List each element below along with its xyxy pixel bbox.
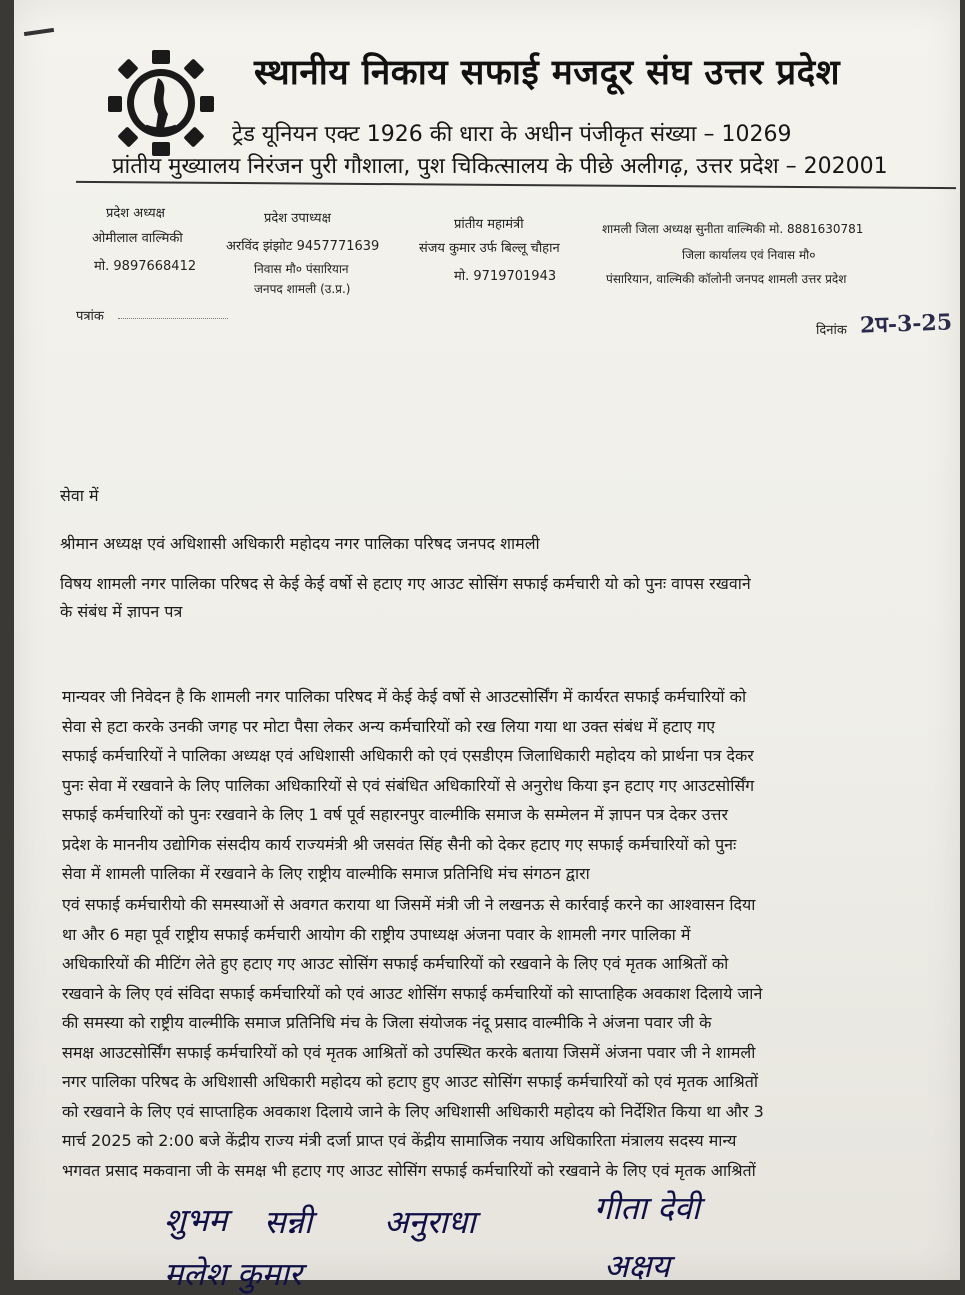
subject-line-1: विषय शामली नगर पालिका परिषद से केई केई वर्षो से हटाए गए आउट सोसिंग सफाई कर्मचारी यो को पुनः वापस रखवाने [60, 574, 751, 593]
registration-line: ट्रेड यूनियन एक्ट 1926 की धारा के अधीन पंजीकृत संख्या – 10269 [232, 122, 792, 147]
official-1-name: ओमीलाल वाल्मिकी [92, 231, 183, 246]
official-3-phone: मो. 9719701943 [454, 269, 557, 284]
paragraph-line: सफाई कर्मचारियों को पुनः रखवाने के लिए 1 वर्ष पूर्व सहारनपुर वाल्मीकि समाज के सम्मेलन में ज्ञापन पत्र देकर उत्तर [62, 805, 729, 824]
signature-sunny: सन्नी [264, 1203, 313, 1241]
paragraph-line: नगर पालिका परिषद के अधिशासी अधिकारी महोदय को हटाए हुए आउट सोसिंग सफाई कर्मचारियों को एवं मृतक आश्रितों [62, 1072, 758, 1091]
official-4-role: शामली जिला अध्यक्ष सुनीता वाल्मिकी मो. 8881630781 [602, 222, 864, 236]
paragraph-line: अधिकारियों की मीटिंग लेते हुए हटाए गए आउट सोसिंग सफाई कर्मचारियों को रखवाने के लिए एवं मृतक आश्रितों को [62, 954, 729, 973]
date-label: दिनांक [816, 323, 847, 338]
margin-mark [24, 28, 54, 36]
paragraph-line: सेवा से हटा करके उनकी जगह पर मोटा पैसा लेकर अन्य कर्मचारियों को रख लिया गया था उक्त संबंध में हटाए गए [62, 716, 716, 736]
signature-anuradha: अनुराधा [384, 1203, 476, 1241]
paragraph-line: एवं सफाई कर्मचारीयो की समस्याओं से अवगत कराया था जिसमें मंत्री जी ने लखनऊ से कार्रवाई करने का आश्वासन दिया [62, 895, 756, 914]
letter-page [14, 0, 960, 1293]
paragraph-2 [62, 890, 942, 1185]
official-3-name: संजय कुमार उर्फ बिल्लू चौहान [419, 241, 560, 256]
subject-line-2: के संबंध में ज्ञापन पत्र [60, 602, 183, 621]
union-title: स्थानीय निकाय सफाई मजदूर संघ उत्तर प्रदेश [254, 53, 841, 93]
patrank-line [118, 318, 228, 319]
paragraph-line: सफाई कर्मचारियों ने पालिका अध्यक्ष एवं अधिशासी अधिकारी को एवं एसडीएम जिलाधिकारी महोदय को प्रार्थना पत्र देकर [62, 746, 754, 765]
addressee: श्रीमान अध्यक्ष एवं अधिशासी अधिकारी महोदय नगर पालिका परिषद जनपद शामली [60, 534, 540, 553]
signature-akshay: अक्षय [604, 1247, 670, 1285]
paragraph-line: मान्यवर जी निवेदन है कि शामली नगर पालिका परिषद में केई केई वर्षो से आउटसोर्सिंग में कार्यरत सफाई कर्मचारियों को [62, 687, 747, 706]
paragraph-line: था और 6 महा पूर्व राष्ट्रीय सफाई कर्मचारी आयोग की राष्ट्रीय उपाध्यक्ष अंजना पवार के शामली नगर पालिका में [62, 924, 691, 944]
paragraph-line: की समस्या को राष्ट्रीय वाल्मीकि समाज प्रतिनिधि मंच के जिला संयोजक नंदू प्रसाद वाल्मीकि ने अंजना पवार जी के [62, 1013, 712, 1032]
paragraph-line: को रखवाने के लिए एवं साप्ताहिक अवकाश दिलाये जाने के लिए अधिशासी अधिकारी महोदय को निर्देशित किया था और 3 [62, 1101, 764, 1121]
paragraph-line: मार्च 2025 को 2:00 बजे केंद्रीय राज्य मंत्री दर्जा प्राप्त एवं केंद्रीय सामाजिक नयाय अधिकारिता मंत्रालय सदस्य मान्य [62, 1131, 737, 1150]
headquarters-address: प्रांतीय मुख्यालय निरंजन पुरी गौशाला, पुश चिकित्सालय के पीछे अलीगढ़, उत्तर प्रदेश – 202001 [112, 154, 888, 179]
signature-malesh: मलेश कुमार [164, 1255, 302, 1293]
paragraph-line: समक्ष आउटसोर्सिंग सफाई कर्मचारियों को एवं मृतक आश्रितों को उपस्थित करके बताया जिसमें अंजना पवार जी ने शामली [62, 1042, 756, 1062]
paragraph-line: सेवा में शामली पालिका में रखवाने के लिए राष्ट्रीय वाल्मीकि समाज प्रतिनिधि मंच संगठन द्वारा [62, 864, 590, 883]
signature-geeta-devi: गीता देवी [594, 1189, 701, 1227]
patrank-label: पत्रांक [76, 309, 104, 324]
official-3-role: प्रांतीय महामंत्री [454, 217, 524, 232]
signature-shubham: शुभम [164, 1201, 228, 1239]
official-1-role: प्रदेश अध्यक्ष [106, 206, 165, 221]
official-2-residence: निवास मौ० पंसारियान [254, 262, 349, 276]
date-value: 2प-3-25 [859, 309, 953, 339]
official-1-phone: मो. 9897668412 [94, 259, 197, 274]
salutation: सेवा में [60, 486, 99, 505]
official-4-office: जिला कार्यालय एवं निवास मौ० [682, 248, 816, 262]
official-2-role: प्रदेश उपाध्यक्ष [264, 211, 331, 226]
paragraph-line: भगवत प्रसाद मकवाना जी के समक्ष भी हटाए गए आउट सोसिंग सफाई कर्मचारियों को रखवाने के लिए एवं मृतक आश्रितों [62, 1160, 756, 1180]
official-2-name: अरविंद झंझोट 9457771639 [226, 239, 380, 254]
union-emblem-icon [106, 48, 216, 158]
paragraph-line: पुनः सेवा में रखवाने के लिए पालिका अधिकारियों से एवं संबंधित अधिकारियों से अनुरोध किया इन हटाए गए आउटसोर्सिंग [62, 775, 755, 795]
paragraph-line: रखवाने के लिए एवं संविदा सफाई कर्मचारियों को एवं आउट शोसिंग सफाई कर्मचारियों को साप्ताहिक अवकाश दिलाये जाने [62, 983, 763, 1003]
official-2-district: जनपद शामली (उ.प्र.) [254, 282, 351, 296]
header-divider [76, 181, 956, 189]
paragraph-1 [62, 682, 942, 889]
official-4-address: पंसारियान, वाल्मिकी कॉलोनी जनपद शामली उत्तर प्रदेश [606, 272, 847, 286]
paragraph-line: प्रदेश के माननीय उद्योगिक संसदीय कार्य राज्यमंत्री श्री जसवंत सिंह सैनी को देकर हटाए गए सफाई कर्मचारियों को पुनः [62, 834, 737, 854]
